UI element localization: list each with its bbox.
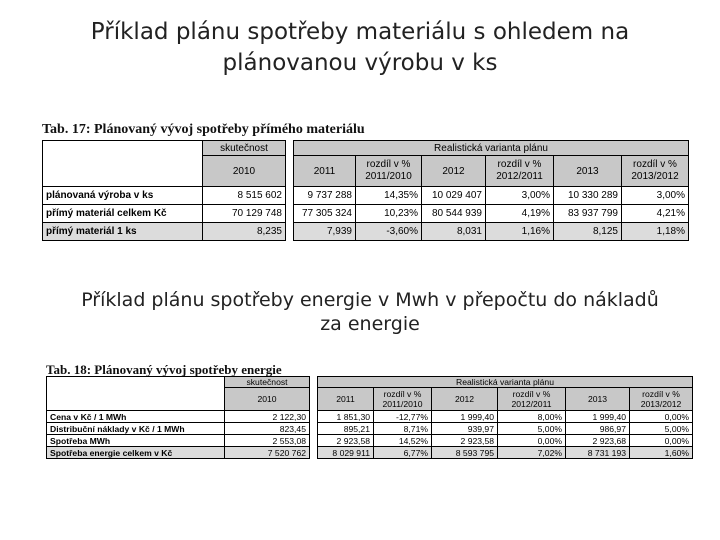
cell: 2 923,58 bbox=[318, 435, 374, 447]
cell: 2 923,68 bbox=[566, 435, 630, 447]
row-label: přímý materiál 1 ks bbox=[43, 223, 203, 241]
table-corner bbox=[47, 377, 225, 411]
row-label: Spotřeba MWh bbox=[47, 435, 225, 447]
cell: 2 923,58 bbox=[432, 435, 498, 447]
cell: 1,60% bbox=[630, 447, 693, 459]
page-title-line-1: Příklad plánu spotřeby materiálu s ohledem na bbox=[90, 19, 630, 45]
cell: 10 330 289 bbox=[554, 187, 622, 205]
cell: 6,77% bbox=[374, 447, 432, 459]
cell: 8,125 bbox=[554, 223, 622, 241]
cell: 5,00% bbox=[630, 423, 693, 435]
cell: 8 029 911 bbox=[318, 447, 374, 459]
energy-table bbox=[46, 376, 693, 459]
cell: 939,97 bbox=[432, 423, 498, 435]
section-title-line-1: Příklad plánu spotřeby energie v Mwh v přepočtu do nákladů bbox=[81, 289, 659, 311]
cell: 7,939 bbox=[294, 223, 356, 241]
col-header: rozdíl v % 2012/2011 bbox=[498, 388, 566, 411]
cell: 14,52% bbox=[374, 435, 432, 447]
col-header: rozdíl v % 2011/2010 bbox=[374, 388, 432, 411]
cell: 8,00% bbox=[498, 411, 566, 423]
cell: 8 593 795 bbox=[432, 447, 498, 459]
col-header: 2013 bbox=[554, 156, 622, 187]
table-row bbox=[47, 423, 693, 435]
cell: 895,21 bbox=[318, 423, 374, 435]
col-header: rozdíl v % 2013/2012 bbox=[622, 156, 689, 187]
cell: 1,18% bbox=[622, 223, 689, 241]
cell: 1 851,30 bbox=[318, 411, 374, 423]
row-label: plánovaná výroba v ks bbox=[43, 187, 203, 205]
col-header: 2013 bbox=[566, 388, 630, 411]
table-row bbox=[43, 187, 689, 205]
cell: 1 999,40 bbox=[566, 411, 630, 423]
cell: 9 737 288 bbox=[294, 187, 356, 205]
table-row bbox=[47, 447, 693, 459]
cell: 823,45 bbox=[225, 423, 310, 435]
col-header: rozdíl v % 2011/2010 bbox=[356, 156, 422, 187]
cell: 7,02% bbox=[498, 447, 566, 459]
cell: 10,23% bbox=[356, 205, 422, 223]
col-header: 2011 bbox=[294, 156, 356, 187]
cell: 986,97 bbox=[566, 423, 630, 435]
cell: 4,21% bbox=[622, 205, 689, 223]
cell: 10 029 407 bbox=[422, 187, 486, 205]
table1-caption: Tab. 17: Plánovaný vývoj spotřeby přímého materiálu bbox=[42, 122, 365, 137]
group-actual-header: skutečnost bbox=[225, 377, 310, 388]
table-corner bbox=[43, 141, 203, 187]
cell: -12,77% bbox=[374, 411, 432, 423]
table-row bbox=[43, 223, 689, 241]
cell: 0,00% bbox=[630, 411, 693, 423]
col-header: 2012 bbox=[432, 388, 498, 411]
table-row bbox=[43, 205, 689, 223]
row-label: Distribuční náklady v Kč / 1 MWh bbox=[47, 423, 225, 435]
cell: 2 553,08 bbox=[225, 435, 310, 447]
group-plan-header: Realistická varianta plánu bbox=[318, 377, 693, 388]
cell: 83 937 799 bbox=[554, 205, 622, 223]
cell: 3,00% bbox=[622, 187, 689, 205]
cell: 8,235 bbox=[203, 223, 286, 241]
group-plan-header: Realistická varianta plánu bbox=[294, 141, 689, 156]
cell: 3,00% bbox=[486, 187, 554, 205]
col-header: 2010 bbox=[225, 388, 310, 411]
row-label: přímý materiál celkem Kč bbox=[43, 205, 203, 223]
cell: 2 122,30 bbox=[225, 411, 310, 423]
cell: 5,00% bbox=[498, 423, 566, 435]
table2-caption: Tab. 18: Plánovaný vývoj spotřeby energie bbox=[46, 362, 282, 377]
cell: 8,031 bbox=[422, 223, 486, 241]
col-header: 2010 bbox=[203, 156, 286, 187]
cell: 4,19% bbox=[486, 205, 554, 223]
cell: 77 305 324 bbox=[294, 205, 356, 223]
material-table bbox=[42, 140, 689, 241]
cell: 70 129 748 bbox=[203, 205, 286, 223]
section-title bbox=[20, 288, 720, 336]
cell: -3,60% bbox=[356, 223, 422, 241]
cell: 80 544 939 bbox=[422, 205, 486, 223]
cell: 8,71% bbox=[374, 423, 432, 435]
cell: 7 520 762 bbox=[225, 447, 310, 459]
cell: 0,00% bbox=[498, 435, 566, 447]
group-actual-header: skutečnost bbox=[203, 141, 286, 156]
col-header: rozdíl v % 2013/2012 bbox=[630, 388, 693, 411]
col-header: rozdíl v % 2012/2011 bbox=[486, 156, 554, 187]
cell: 14,35% bbox=[356, 187, 422, 205]
cell: 8 731 193 bbox=[566, 447, 630, 459]
col-header: 2011 bbox=[318, 388, 374, 411]
cell: 8 515 602 bbox=[203, 187, 286, 205]
cell: 0,00% bbox=[630, 435, 693, 447]
cell: 1,16% bbox=[486, 223, 554, 241]
cell: 1 999,40 bbox=[432, 411, 498, 423]
page-title bbox=[0, 17, 720, 79]
section-title-line-2: za energie bbox=[320, 313, 420, 335]
row-label: Spotřeba energie celkem v Kč bbox=[47, 447, 225, 459]
row-label: Cena v Kč / 1 MWh bbox=[47, 411, 225, 423]
page-title-line-2: plánovanou výrobu v ks bbox=[222, 50, 498, 76]
col-header: 2012 bbox=[422, 156, 486, 187]
table-row bbox=[47, 411, 693, 423]
table-row bbox=[47, 435, 693, 447]
